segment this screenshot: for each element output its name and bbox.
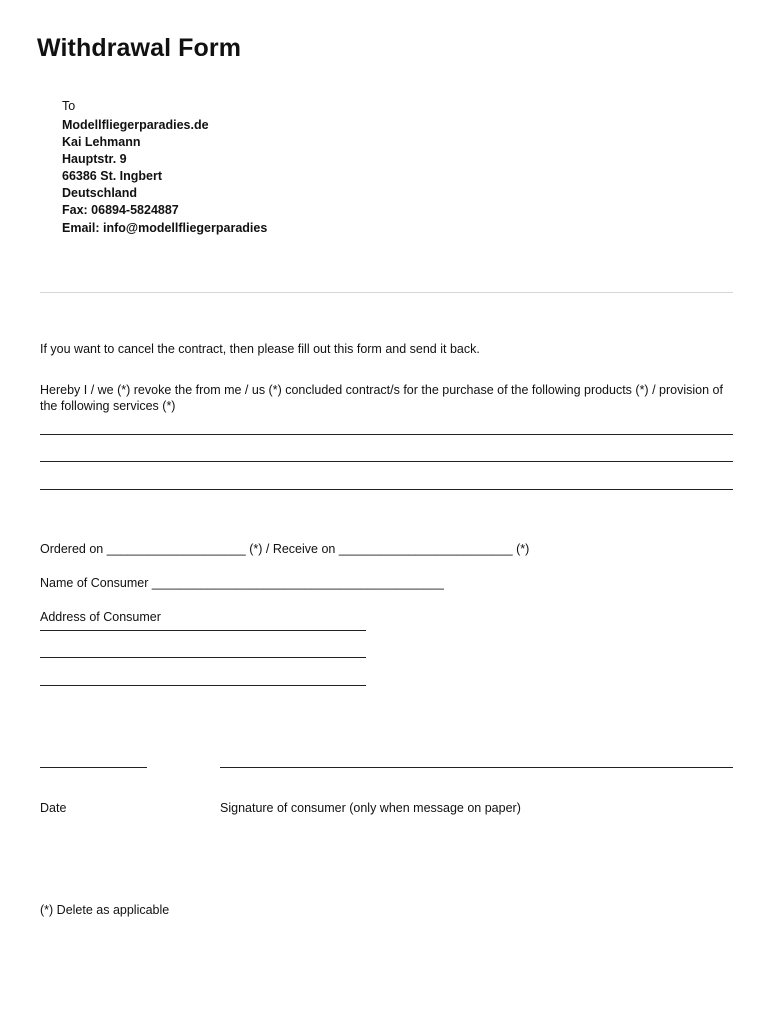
address-line-2[interactable] — [40, 657, 366, 658]
intro-text: If you want to cancel the contract, then please fill out this form and send it back. — [40, 342, 480, 356]
recipient-fax: Fax: 06894-5824887 — [62, 203, 179, 217]
consumer-address-label: Address of Consumer — [40, 610, 161, 624]
recipient-to-label: To — [62, 99, 76, 113]
address-line-3[interactable] — [40, 685, 366, 686]
recipient-street: Hauptstr. 9 — [62, 152, 127, 166]
recipient-email: Email: info@modellfliegerparadies — [62, 221, 268, 235]
address-line-1[interactable] — [40, 630, 366, 631]
section-divider — [40, 292, 733, 293]
consumer-name-line[interactable]: Name of Consumer __________________________________________ — [40, 576, 444, 590]
recipient-country: Deutschland — [62, 186, 138, 200]
ordered-received-line[interactable]: Ordered on ____________________ (*) / Receive on _________________________ (*) — [40, 542, 530, 556]
footnote: (*) Delete as applicable — [40, 903, 170, 917]
date-line[interactable] — [40, 767, 147, 768]
signature-label: Signature of consumer (only when message on paper) — [220, 801, 521, 815]
products-line-2[interactable] — [40, 461, 733, 462]
date-label: Date — [40, 801, 67, 815]
recipient-city: 66386 St. Ingbert — [62, 169, 163, 183]
products-line-3[interactable] — [40, 489, 733, 490]
form-title: Withdrawal Form — [37, 34, 242, 62]
signature-line[interactable] — [220, 767, 733, 768]
revoke-statement: Hereby I / we (*) revoke the from me / us (*) concluded contract/s for the purchase of the following products (*) / provision of the following services (*) — [40, 383, 723, 413]
products-line-1[interactable] — [40, 434, 733, 435]
recipient-company: Modellfliegerparadies.de — [62, 118, 209, 132]
recipient-person: Kai Lehmann — [62, 135, 141, 149]
